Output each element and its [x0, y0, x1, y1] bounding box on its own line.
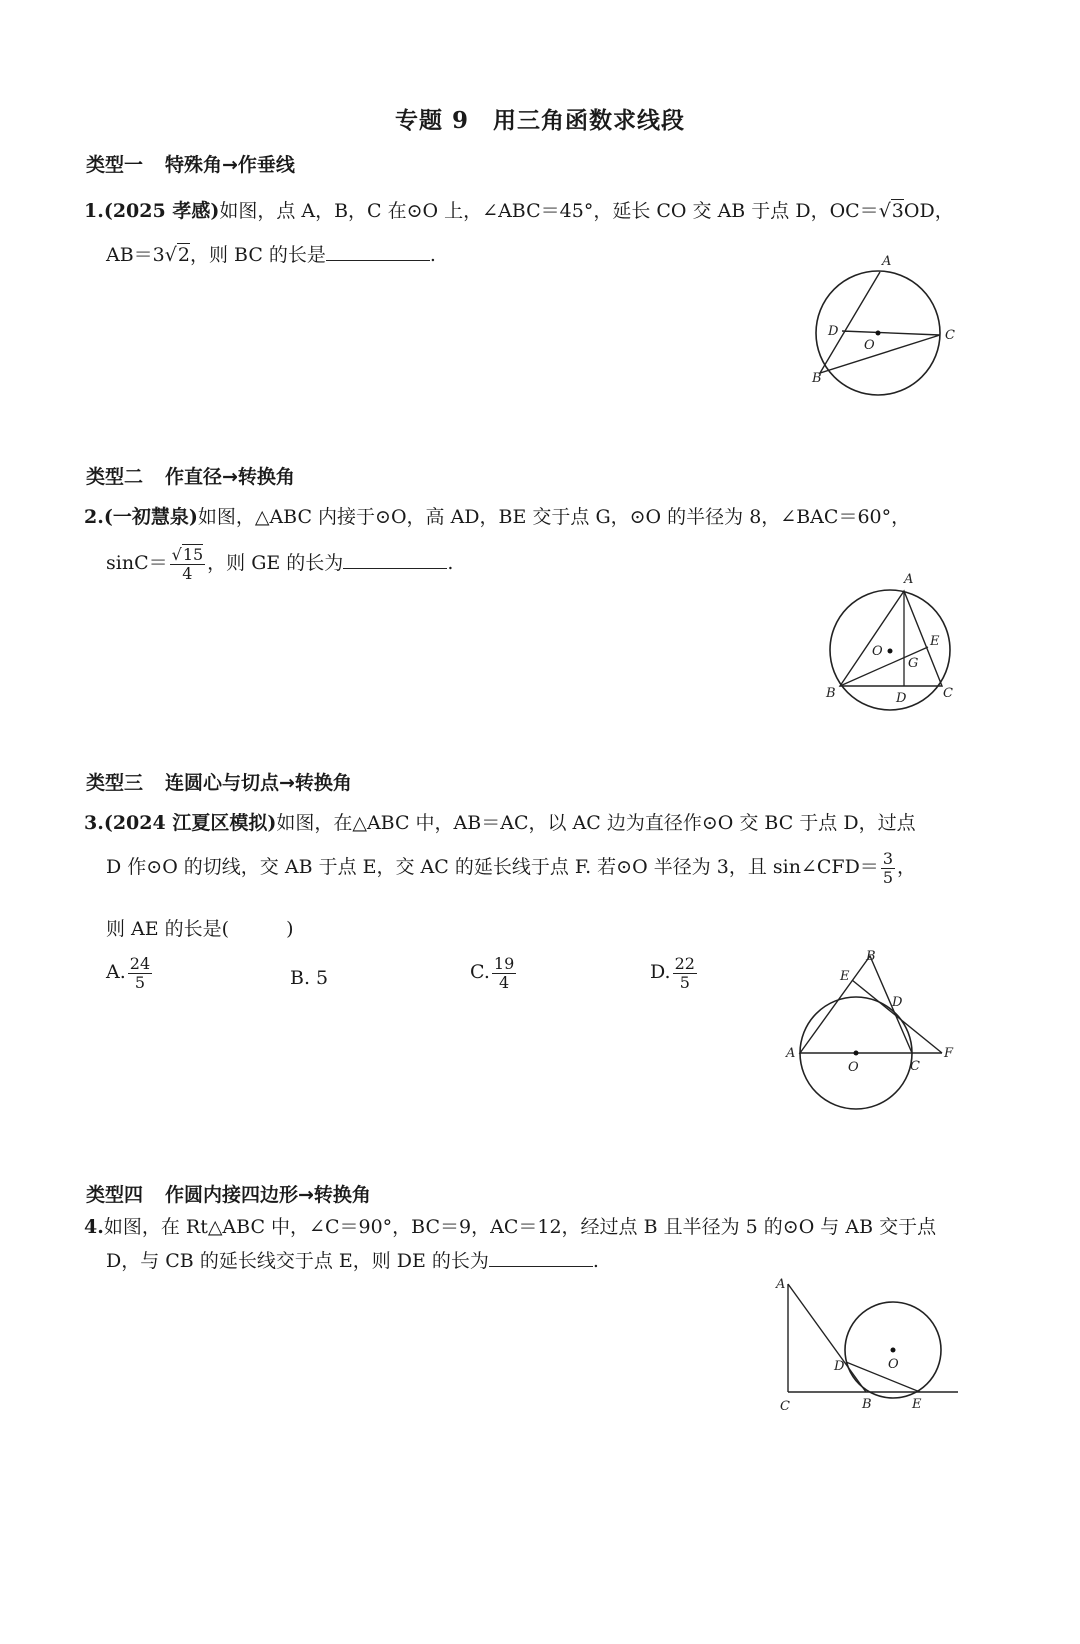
q2-line2 — [106, 546, 453, 582]
section-topic: 连圆心与切点→转换角 — [165, 772, 352, 794]
denominator: 4 — [182, 563, 193, 583]
section-label: 类型四 — [86, 1184, 144, 1206]
option-a[interactable] — [106, 955, 154, 991]
q2-text: 如图，△ABC 内接于⊙O，高 AD，BE 交于点 G，⊙O 的半径为 8，∠BAC＝60°， — [197, 506, 911, 528]
q4-period: . — [592, 1250, 599, 1272]
section-heading-4 — [86, 1180, 371, 1207]
label-a: A — [904, 572, 914, 587]
section-topic: 特殊角→作垂线 — [165, 154, 295, 176]
denominator: 5 — [679, 972, 690, 992]
option-b[interactable] — [290, 967, 328, 989]
denominator: 5 — [134, 972, 146, 992]
q4-line1 — [84, 1212, 936, 1239]
section-label: 类型三 — [86, 772, 144, 794]
section-heading-2 — [86, 462, 295, 489]
q1-text: AB＝3 — [106, 244, 165, 266]
numerator: 3 — [882, 849, 893, 868]
question-number: 2. — [84, 506, 104, 528]
segment-de — [846, 1362, 920, 1392]
option-d[interactable] — [650, 955, 699, 991]
question-number: 1. — [84, 200, 104, 222]
q4-text: D，与 CB 的延长线交于点 E，则 DE 的长为 — [106, 1250, 489, 1272]
page-title: 专题 9 用三角函数求线段 — [394, 107, 685, 134]
section-label: 类型二 — [86, 466, 144, 488]
triangle-abc — [840, 591, 942, 686]
option-label: A. — [106, 961, 126, 984]
option-label: B. 5 — [290, 967, 329, 989]
label-b: B — [812, 371, 822, 386]
line-ab — [788, 1284, 866, 1392]
numerator: 24 — [129, 954, 151, 973]
label-c: C — [780, 1399, 790, 1414]
label-f: F — [944, 1046, 954, 1061]
q1-line2: AB＝3√2，则 BC 的长是 . — [106, 244, 436, 266]
question-source: (2025 孝感) — [103, 200, 220, 222]
center-dot — [854, 1051, 859, 1056]
label-c: C — [943, 686, 953, 701]
answer-blank[interactable] — [326, 242, 430, 261]
q3-line3 — [106, 914, 294, 941]
question-number: 4. — [84, 1216, 104, 1238]
label-o: O — [888, 1357, 899, 1372]
q3-text: 如图，在△ABC 中，AB＝AC，以 AC 边为直径作⊙O 交 BC 于点 D，过点 — [276, 812, 916, 834]
q3-text: 则 AE 的长是( ) — [106, 918, 294, 940]
q1-text-end: OD， — [903, 200, 954, 222]
label-a: A — [776, 1277, 786, 1292]
label-g: G — [908, 656, 919, 671]
label-d: D — [892, 995, 903, 1010]
q3-text-end: ， — [897, 856, 917, 879]
q1-line1: 1.(2025 孝感)如图，点 A，B，C 在⊙O 上，∠ABC＝45°，延长 CO 交 AB 于点 D，OC＝√3OD， — [84, 200, 954, 222]
label-b: B — [866, 949, 876, 964]
label-e: E — [840, 969, 850, 984]
q1-period: . — [429, 244, 436, 266]
question-number: 3. — [84, 812, 104, 834]
section-topic: 作圆内接四边形→转换角 — [165, 1184, 371, 1206]
tangent-ef — [852, 980, 942, 1053]
q4-text: 如图，在 Rt△ABC 中，∠C＝90°，BC＝9，AC＝12，经过点 B 且半径为 5 的⊙O 与 AB 交于点 — [103, 1216, 937, 1238]
section-heading-3 — [86, 768, 352, 795]
q2-text: ，则 GE 的长为 — [207, 552, 344, 575]
numerator: 19 — [493, 954, 515, 973]
section-heading-1 — [86, 150, 295, 177]
answer-blank[interactable] — [489, 1248, 593, 1267]
fraction — [128, 955, 152, 991]
fraction: $\frac{√15}{4}$ — [171, 545, 204, 583]
label-d: D — [828, 324, 839, 339]
q3-text: D 作⊙O 的切线，交 AB 于点 E，交 AC 的延长线于点 F. 若⊙O 半径为 3，且 sin∠CFD＝ — [106, 856, 879, 879]
label-e: E — [912, 1397, 922, 1412]
center-dot — [876, 331, 881, 336]
fraction — [673, 955, 697, 991]
q2-text: sinC＝ — [106, 552, 168, 575]
label-c: C — [910, 1059, 920, 1074]
section-label: 类型一 — [86, 154, 144, 176]
label-a: A — [786, 1046, 796, 1061]
section-topic: 作直径→转换角 — [165, 466, 295, 488]
label-c: C — [945, 328, 955, 343]
center-dot — [891, 1348, 896, 1353]
label-d: D — [896, 691, 907, 706]
option-c[interactable] — [470, 955, 518, 991]
q3-line2 — [106, 850, 916, 886]
fraction — [881, 850, 895, 886]
denominator: 4 — [498, 972, 510, 992]
q3-line1 — [84, 808, 916, 835]
label-d: D — [834, 1359, 845, 1374]
label-o: O — [848, 1060, 859, 1075]
numerator: 15 — [182, 545, 204, 564]
label-b: B — [826, 686, 836, 701]
q4-line2 — [106, 1246, 599, 1273]
sqrt-value: 3 — [891, 200, 904, 222]
figure-4 — [770, 1270, 970, 1420]
q1-text: 如图，点 A，B，C 在⊙O 上，∠ABC＝45°，延长 CO 交 AB 于点 D，OC＝ — [219, 200, 879, 222]
denominator: 5 — [882, 867, 893, 887]
label-o: O — [872, 644, 883, 659]
label-b: B — [862, 1397, 872, 1412]
label-e: E — [930, 634, 940, 649]
question-source: (2024 江夏区模拟) — [103, 812, 277, 834]
label-o: O — [864, 338, 875, 353]
figure-3 — [780, 940, 970, 1120]
question-source: (一初慧泉) — [103, 506, 198, 528]
triangle-lines — [820, 272, 940, 373]
label-a: A — [882, 254, 892, 269]
fraction — [492, 955, 516, 991]
center-dot — [888, 649, 893, 654]
sqrt-value: 2 — [177, 244, 190, 266]
q2-line1 — [84, 502, 910, 529]
q1-text: ，则 BC 的长是 — [189, 244, 326, 266]
figure-1 — [800, 245, 970, 415]
figure-2 — [820, 565, 970, 725]
option-label: D. — [650, 961, 671, 984]
numerator: 22 — [674, 954, 695, 973]
answer-blank[interactable] — [343, 550, 447, 569]
option-label: C. — [470, 961, 490, 984]
q2-period: . — [447, 552, 454, 575]
